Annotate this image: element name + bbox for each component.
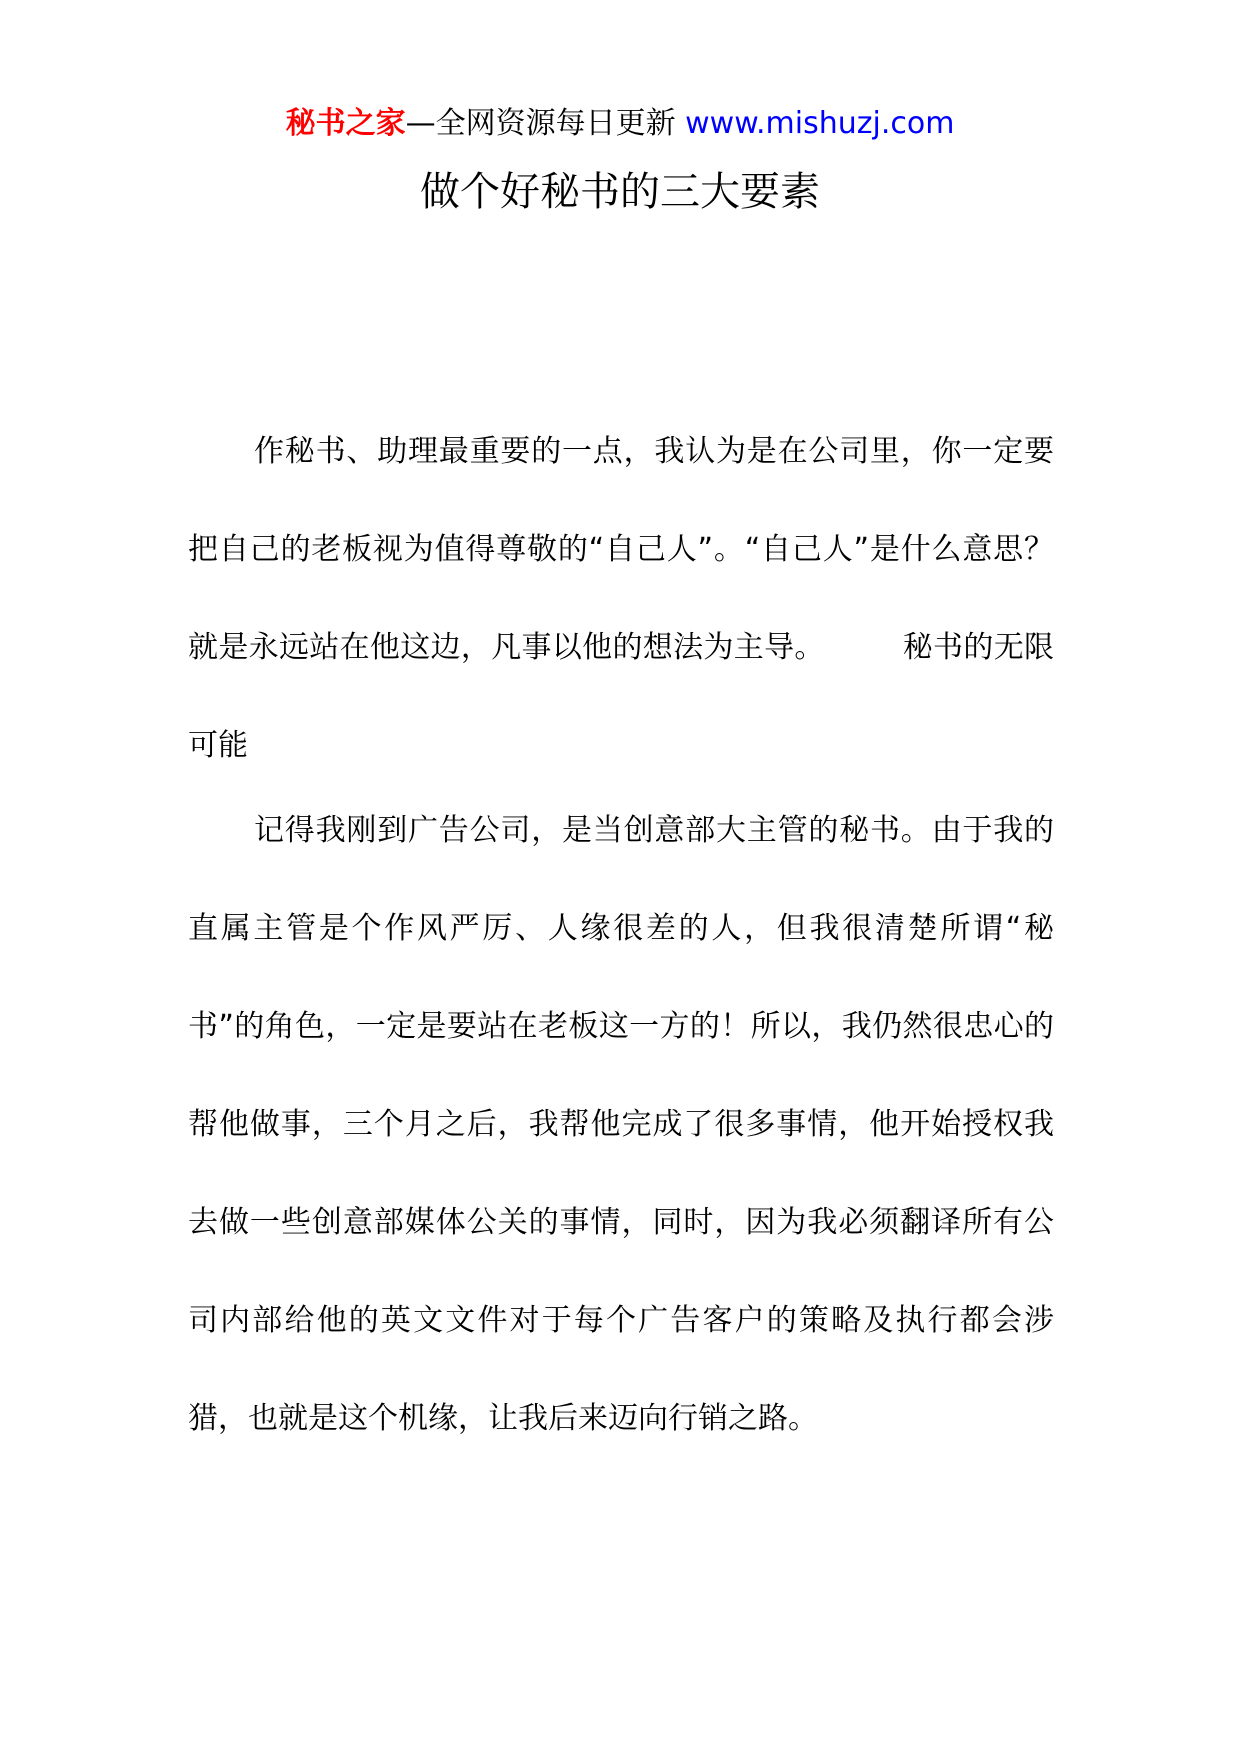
document-title: 做个好秘书的三大要素 <box>420 169 820 215</box>
site-header <box>0 100 1240 148</box>
inline-heading: 秘书的无限可能 <box>188 630 1055 763</box>
paragraph-text: 记得我刚到广告公司，是当创意部大主管的秘书。由于我的直属主管是个作风严厉、人缘很差的人，但我很清楚所谓“秘书”的角色，一定是要站在老板这一方的！所以，我仍然很忠心的帮他做事，三个月之后，我帮他完成了很多事情，他开始授权我去做一些创意部媒体公关的事情，同时，因为我必须翻译所有公司内部给他的英文文件对于每个广告客户的策略及执行都会涉猎，也就是这个机缘，让我后来迈向行销之路。 <box>188 813 1054 1436</box>
site-brand: 秘书之家 <box>285 106 406 141</box>
site-tagline: —全网资源每日更新 <box>405 106 676 141</box>
body-paragraph <box>188 782 1054 1468</box>
site-url-link[interactable]: www.mishuzj.com <box>685 106 955 141</box>
paragraph-text: 作秘书、助理最重要的一点，我认为是在公司里，你一定要把自己的老板视为值得尊敬的“自己人”。“自己人”是什么意思？就是永远站在他这边，凡事以他的想法为主导。 <box>188 434 1054 665</box>
body-paragraph <box>188 403 1054 795</box>
